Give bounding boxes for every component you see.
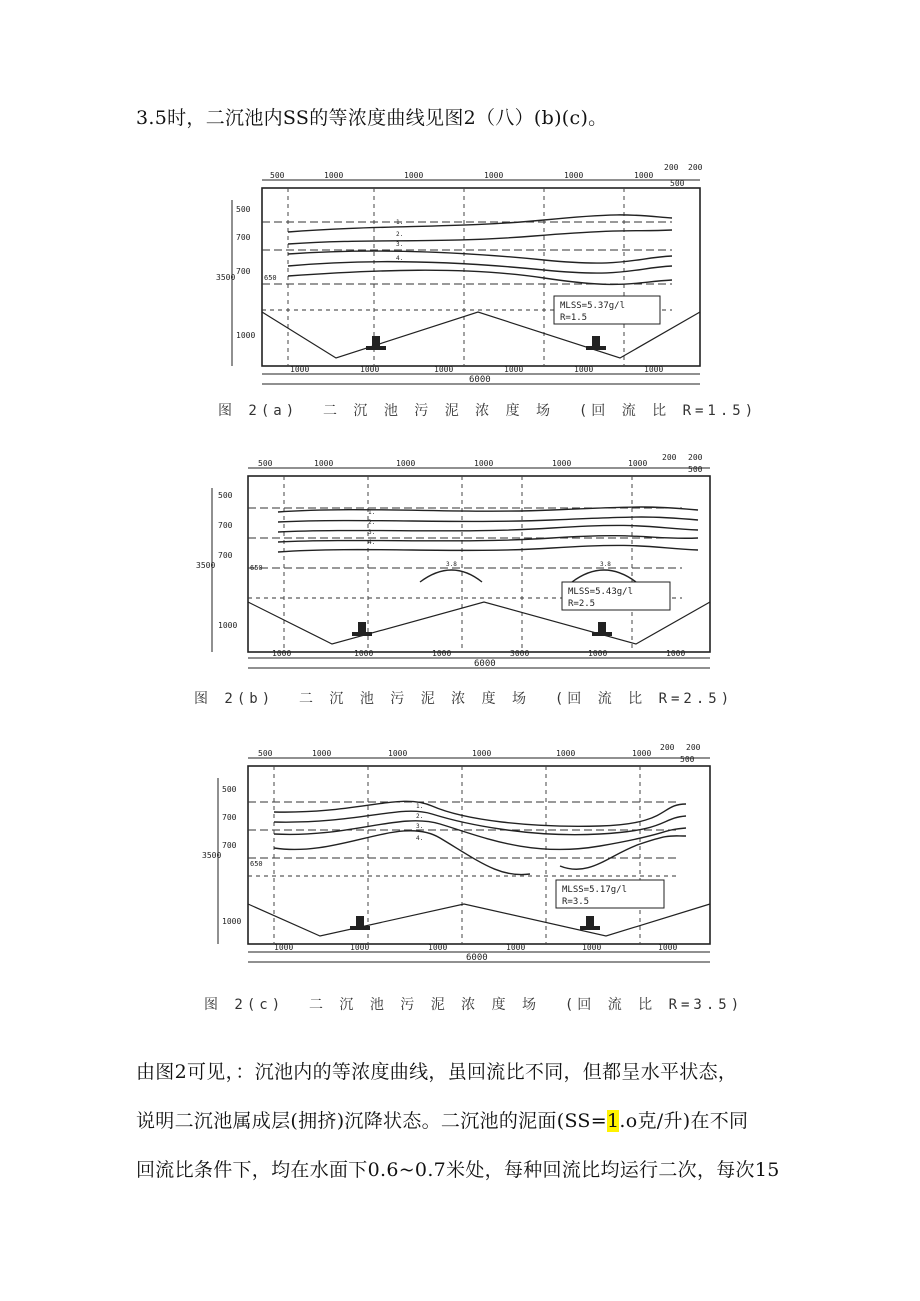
figure-b-legend-2: R=2.5 [568,599,596,609]
figure-b-side-dim: 500 [218,491,233,500]
figure-a-bottom-dim: 1000 [574,365,594,374]
figure-a-top-dim: 1000 [564,171,584,180]
figure-b-top-dim: 500 [688,465,703,474]
figure-a-curve-label: 3. [396,241,404,248]
paragraph-line-1: 由图2可见，：沉池内的等浓度曲线，虽回流比不同，但都呈水平状态， [136,1061,738,1083]
figure-a-curve-label: 2. [396,231,404,238]
figure-b-top-dim: 1000 [628,459,648,468]
figure-c-diagram [200,743,720,973]
figure-b-caption: 图 2(b) 二 沉 池 污 泥 浓 度 场 (回 流 比 R=2.5) [194,691,734,707]
figure-b-bottom-dim: 1000 [272,649,292,658]
figure-a-legend-2: R=1.5 [560,313,588,323]
figure-c-top-dim: 500 [258,749,273,758]
figure-b-bottom-dim: 1000 [354,649,374,658]
figure-c-depth: 3500 [202,851,222,860]
figure-c-curve-label: 4. [416,835,424,842]
figure-a [214,163,714,395]
figure-a-top-dim: 500 [670,179,685,188]
figure-b-top-dim: 1000 [552,459,572,468]
figure-a-top-dim: 500 [270,171,285,180]
figure-b-bottom-dim: 1000 [666,649,686,658]
paragraph-line-2-b: .o克/升)在不同 [619,1110,749,1132]
figure-c-side-dim: 700 [222,813,237,822]
figure-a-diagram [214,163,714,395]
figure-a-bottom-dim: 1000 [504,365,524,374]
figure-c-top-dim: 500 [680,755,695,764]
figure-c-top-dim: 1000 [472,749,492,758]
figure-c-side-dim: 1000 [222,917,242,926]
figure-c-top-dim: 1000 [312,749,332,758]
figure-a-depth: 3500 [216,273,236,282]
figure-a-caption: 图 2(a) 二 沉 池 污 泥 浓 度 场 (回 流 比 R=1.5) [218,403,758,419]
figure-c-curve-label: 3. [416,823,424,830]
highlighted-text: 1 [606,1110,620,1132]
figure-b-bottom-dim: 1000 [432,649,452,658]
figure-a-top-dim: 1000 [634,171,654,180]
figure-b-curve-label: 1. [368,509,376,516]
figure-a-bottom-dim: 1000 [360,365,380,374]
figure-c-top-dim: 1000 [388,749,408,758]
figure-c-curve-label: 2. [416,813,424,820]
figure-b-curve-label: 4. [368,539,376,546]
figure-b-side-dim: 700 [218,521,233,530]
paragraph-line-2-a: 说明二沉池属成层(拥挤)沉降状态。二沉池的泥面(SS= [136,1110,607,1132]
figure-a-side-dim: 700 [236,233,251,242]
paragraph-line-2 [136,1106,748,1133]
figure-a-bottom-dim: 1000 [290,365,310,374]
figure-a-top-dim: 1000 [404,171,424,180]
figure-a-side-dim: 1000 [236,331,256,340]
figure-c-curve-label: 1. [416,803,424,810]
figure-b-total: 6000 [474,659,496,669]
figure-c-bottom-dim: 1000 [506,943,526,952]
figure-c [200,743,720,973]
figure-a-top-dim: 200 [688,163,703,172]
figure-a-mark: 650 [264,274,277,282]
figure-c-legend-1: MLSS=5.17g/l [562,885,628,895]
figure-a-top-dim: 1000 [324,171,344,180]
figure-a-curve-label: 1. [396,219,404,226]
figure-b-top-dim: 200 [688,453,703,462]
figure-c-side-dim: 500 [222,785,237,794]
figure-a-side-dim: 700 [236,267,251,276]
figure-b-side-dim: 1000 [218,621,238,630]
figure-b-mark: 650 [250,564,263,572]
figure-b-diagram [192,453,722,683]
paragraph-line-3: 回流比条件下，均在水面下0.6~0.7米处，每种回流比均运行二次，每次15 [136,1159,780,1181]
figure-b-curve-label: 3. [368,529,376,536]
figure-c-bottom-dim: 1000 [428,943,448,952]
figure-a-top-dim: 200 [664,163,679,172]
figure-c-caption: 图 2(c) 二 沉 池 污 泥 浓 度 场 (回 流 比 R=3.5) [204,997,744,1013]
figure-b-curve-label: 2. [368,519,376,526]
figure-c-top-dim: 200 [686,743,701,752]
figure-b-legend-1: MLSS=5.43g/l [568,587,634,597]
figure-b-top-dim: 500 [258,459,273,468]
figure-c-total: 6000 [466,953,488,963]
figure-b-curve-label: 3.8 [600,561,611,568]
figure-c-bottom-dim: 1000 [582,943,602,952]
figure-b [192,453,722,683]
figure-b-top-dim: 1000 [314,459,334,468]
figure-c-top-dim: 1000 [632,749,652,758]
figure-a-bottom-dim: 1000 [434,365,454,374]
figure-b-bottom-dim: 3000 [510,649,530,658]
figure-a-total: 6000 [469,375,491,385]
figure-c-mark: 650 [250,860,263,868]
figure-b-side-dim: 700 [218,551,233,560]
figure-b-depth: 3500 [196,561,216,570]
figure-b-top-dim: 200 [662,453,677,462]
figure-c-top-dim: 1000 [556,749,576,758]
figure-a-top-dim: 1000 [484,171,504,180]
figure-a-curve-label: 4. [396,255,404,262]
figure-c-bottom-dim: 1000 [274,943,294,952]
figure-c-side-dim: 700 [222,841,237,850]
intro-text: 3.5时，二沉池内SS的等浓度曲线见图2（八）(b)(c)。 [136,107,608,129]
figure-c-bottom-dim: 1000 [658,943,678,952]
figure-b-curve-label: 3.8 [446,561,457,568]
figure-b-top-dim: 1000 [474,459,494,468]
figure-a-side-dim: 500 [236,205,251,214]
figure-c-legend-2: R=3.5 [562,897,590,907]
figure-a-legend-1: MLSS=5.37g/l [560,301,626,311]
figure-c-bottom-dim: 1000 [350,943,370,952]
figure-a-bottom-dim: 1000 [644,365,664,374]
figure-c-top-dim: 200 [660,743,675,752]
figure-b-bottom-dim: 1000 [588,649,608,658]
figure-b-top-dim: 1000 [396,459,416,468]
